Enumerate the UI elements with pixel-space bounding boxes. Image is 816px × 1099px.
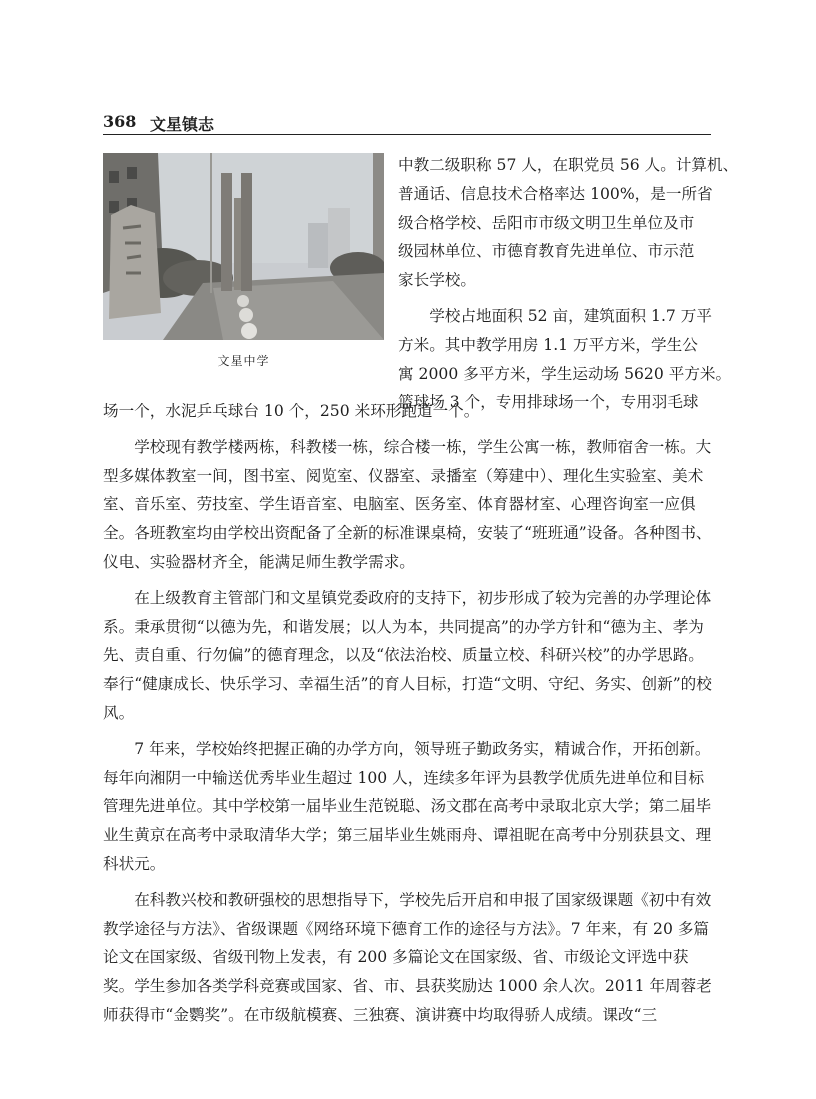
right-column-text (398, 151, 739, 417)
page-number: 368 (103, 112, 137, 131)
text-line: 级合格学校、岳阳市市级文明卫生单位及市 (398, 213, 695, 232)
text-line: 篮球场 3 个，专用排球场一个，专用羽毛球 (398, 393, 699, 412)
school-gate-illustration (103, 153, 384, 340)
paragraph-achievements: 7 年来，学校始终把握正确的办学方向，领导班子勤政务实，精诚合作，开拓创新。每年向湘阴一中输送优秀毕业生超过 100 人，连续多年评为县教学优质先进单位和目标管理先进单位。其中学校第一届毕业生范锐聪、汤文郡在高考中录取北京大学；第二届毕业生黄京在高考中录取清华大学；第三届毕业生姚雨舟、谭祖昵在高考中分别获县文、理科状元。 (103, 739, 712, 873)
text-line: 方米。其中教学用房 1.1 万平方米，学生公 (398, 335, 698, 354)
text-line: 家长学校。 (398, 271, 476, 290)
text-line: 级园林单位、市德育教育先进单位、市示范 (398, 242, 695, 261)
paragraph-philosophy: 在上级教育主管部门和文星镇党委政府的支持下，初步形成了较为完善的办学理论体系。秉承贯彻“以德为先，和谐发展；以人为本，共同提高”的办学方针和“德为主、孝为先、责自重、行勿偏”的德育理念，以及“依法治校、质量立校、科研兴校”的办学思路。奉行“健康成长、快乐学习、幸福生活”的育人目标，打造“文明、守纪、务实、创新”的校风。 (103, 588, 712, 722)
school-gate-photo (103, 153, 384, 340)
paragraph-facilities: 学校现有教学楼两栋，科教楼一栋，综合楼一栋，学生公寓一栋，教师宿舍一栋。大型多媒体教室一间，图书室、阅览室、仪器室、录播室（筹建中）、理化生实验室、美术室、音乐室、劳技室、学生语音室、电脑室、医务室、体育器材室、心理咨询室一应俱全。各班教室均由学校出资配备了全新的标准课桌椅，安装了“班班通”设备。各种图书、仪电、实验器材齐全，能满足师生教学需求。 (103, 437, 712, 571)
running-header (103, 104, 711, 135)
photo-caption: 文星中学 (217, 354, 270, 368)
continuation-line: 场一个，水泥乒乓球台 10 个，250 米环形跑道一个。 (103, 402, 480, 420)
book-title: 文星镇志 (150, 115, 215, 134)
text-line: 中教二级职称 57 人，在职党员 56 人。计算机、 (398, 156, 739, 174)
text-line: 普通话、信息技术合格率达 100%，是一所省 (398, 184, 713, 203)
text-line: 寓 2000 多平方米，学生运动场 5620 平方米。 (398, 364, 732, 383)
text-line: 学校占地面积 52 亩，建筑面积 1.7 万平 (429, 306, 712, 325)
paragraph-research: 在科教兴校和教研强校的思想指导下，学校先后开启和申报了国家级课题《初中有效教学途径与方法》、省级课题《网络环境下德育工作的途径与方法》。7 年来，有 20 多篇论文在国家级、省级刊物上发表，有 200 多篇论文在国家级、省、市级论文评选中获奖。学生参加各类学科竞赛或国家、省、市、县获奖励达 1000 余人次。2011 年周蓉老师获得市“金鹦奖”。在市级航模赛、三独赛、演讲赛中均取得骄人成绩。课改“三 (103, 890, 712, 1024)
body-text (103, 397, 715, 1037)
